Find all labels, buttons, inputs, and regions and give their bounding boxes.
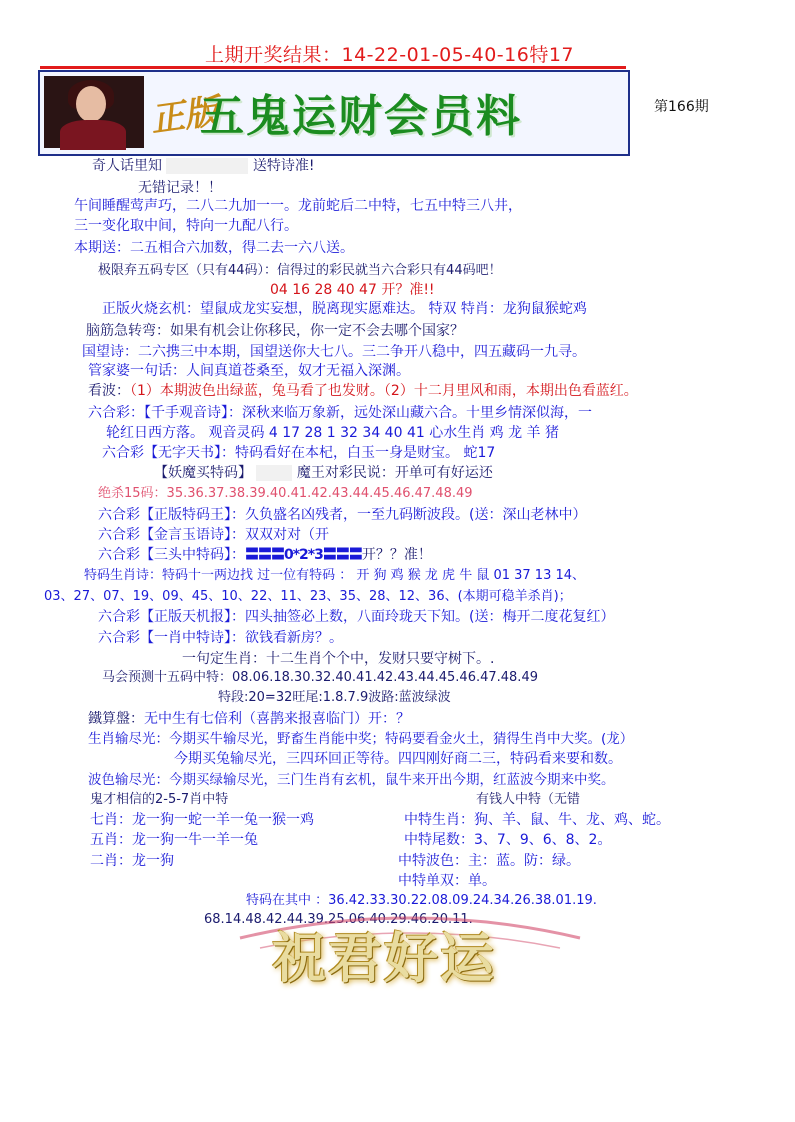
line-17: 绝杀15码：35.36.37.38.39.40.41.42.43.44.45.46.47.48.49 [98,486,473,501]
line-35b: 中特波色：主：蓝。防：绿。 [398,853,580,869]
line-20: 六合彩【三头中特码】：〓〓〓0*2*3〓〓〓开？？准！ [98,547,432,563]
masked-text [256,465,292,481]
line-6: 极限弃五码专区（只有44码）：信得过的彩民就当六合彩只有44码吧！ [98,263,502,278]
line-18: 六合彩【正版特码王】：久负盛名凶残者，一至九码断波段。(送：深山老林中） [98,507,587,523]
line-34a: 五肖：龙一狗一牛一羊一兔 [90,832,258,848]
masked-text [166,158,248,174]
line-21: 特码生肖诗：特码十一两边找 过一位有特码 ： 开 狗 鸡 猴 龙 虎 牛 鼠 01 37 13 14、 [84,568,586,583]
line-13: 六合彩：【千手观音诗】：深秋来临万象新，远处深山藏六合。十里乡情深似海，一 [88,405,592,421]
line-36: 中特单双：单。 [398,873,496,889]
line-24: 六合彩【一肖中特诗】：欲钱看新房？。 [98,630,343,646]
line-16: 【妖魔买特码】 魔王对彩民说：开单可有好运还 [154,465,493,481]
line-31: 波色输尽光：今期买绿输尽光，三门生肖有玄机，鼠牛来开出今期，红蓝波今期来中奖。 [88,772,615,788]
line-34b: 中特尾数：3、7、9、6、8、2。 [404,832,612,848]
line-9: 脑筋急转弯：如果有机会让你移民，你一定不会去哪个国家？ [86,323,464,339]
line-2: 无错记录！！ [138,180,222,196]
line-38: 68.14.48.42.44.39.25.06.40.29.46.20.11. [204,912,473,927]
line-32a: 鬼才相信的2-5-7肖中特 [90,792,229,807]
blessing-text: 祝君好运 [272,927,496,990]
line-15: 六合彩【无字天书】：特码看好在本杞，白玉一身是财宝。 蛇17 [102,445,496,461]
line-10: 国望诗：二六携三中本期，国望送你大七八。三二争开八稳中，四五藏码一九寻。 [82,344,586,360]
line-26: 马会预测十五码中特：08.06.18.30.32.40.41.42.43.44.45.46.47.48.49 [102,670,538,685]
line-30: 今期买兔输尽光，三四环回正等待。四四刚好商二三，特码看来要和数。 [174,751,622,767]
line-22: 03、27、07、19、09、45、10、22、11、23、35、28、12、36、(本期可稳羊杀肖)； [44,589,572,604]
issue-number: 第166期 [654,99,709,115]
line-5: 本期送：二五相合六加数，得二去一六八送。 [74,240,354,256]
zheng-ban-logo: 正版 [148,91,221,141]
line-33b: 中特生肖：狗、羊、鼠、牛、龙、鸡、蛇。 [404,812,670,828]
line-14: 轮红日西方落。 观音灵码 4 17 28 1 32 34 40 41 心水生肖 鸡 龙 羊 猪 [106,425,560,441]
line-7: 04 16 28 40 47 开？准!! [270,282,435,298]
last-draw-result: 上期开奖结果：14-22-01-05-40-16特17 [205,44,575,66]
line-1: 奇人话里知 送特诗准! [92,158,315,174]
line-3: 午间睡醒莺声巧，二八二九加一一。龙前蛇后二中特，七五中特三八井， [74,198,522,214]
line-33a: 七肖：龙一狗一蛇一羊一兔一猴一鸡 [90,812,314,828]
page-title: 五鬼运财会员料 [200,91,522,142]
banner-divider [40,66,626,69]
line-25: 一句定生肖：十二生肖个个中，发财只要守树下。. [182,651,495,667]
line-23: 六合彩【正版天机报】：四头抽签必上数，八面玲珑天下知。(送：梅开二度花复红） [98,609,615,625]
line-19: 六合彩【金言玉语诗】：双双对对（开 [98,527,329,543]
line-35a: 二肖：龙一狗 [90,853,174,869]
line-27: 特段:20=32旺尾:1.8.7.9波路:蓝波绿波 [218,690,451,705]
line-32b: 有钱人中特（无错 [476,792,581,807]
host-photo [44,76,144,148]
line-11: 管家婆一句话：人间真道苍桑至，奴才无福入深渊。 [88,363,410,379]
line-37: 特码在其中 ：36.42.33.30.22.08.09.24.34.26.38.01.19. [246,893,597,908]
line-12: 看波：（1）本期波色出绿蓝，兔马看了也发财。（2）十二月里风和雨，本期出色看蓝红。 [88,383,638,399]
line-28: 鐵算盤：无中生有七倍利（喜鹊来报喜临门）开：？ [88,711,410,727]
line-4: 三一变化取中间，特向一九配八行。 [74,218,298,234]
line-29: 生肖输尽光：今期买牛输尽光，野畜生肖能中奖；特码要看金火土，猜得生肖中大奖。(龙） [88,731,634,747]
line-8: 正版火烧玄机：望鼠成龙实妄想，脱离现实愿难达。 特双 特肖：龙狗鼠猴蛇鸡 [102,301,587,317]
